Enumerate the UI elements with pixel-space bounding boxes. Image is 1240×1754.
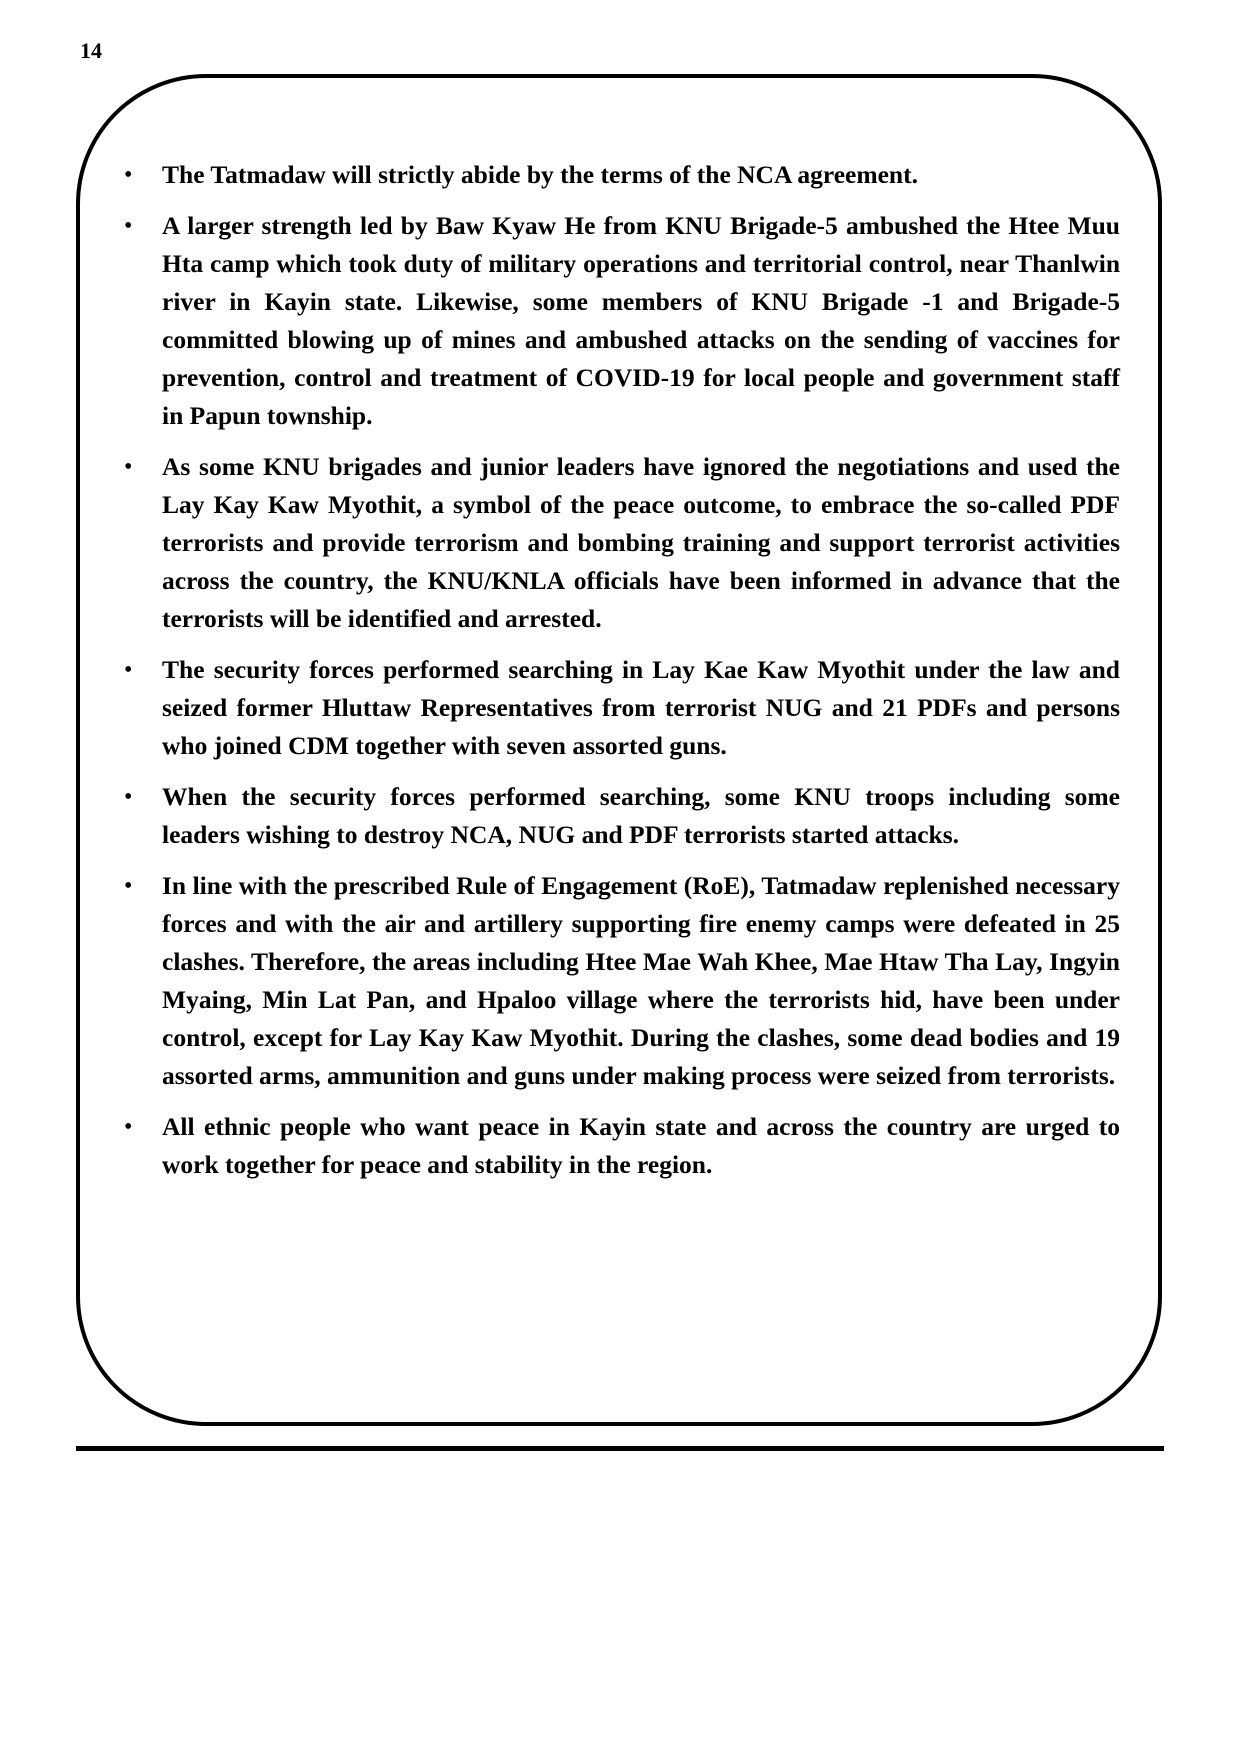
bullet-list <box>120 156 1120 1197</box>
bullet-text: The Tatmadaw will strictly abide by the terms of the NCA agreement. <box>162 160 918 189</box>
bullet-text: A larger strength led by Baw Kyaw He from KNU Brigade-5 ambushed the Htee Muu Hta camp which took duty of military operations and territorial control, near Thanlwin river in Kayin state. Likewise, some members of KNU Brigade -1 and Brigade-5 committed blowing up of mines and ambushed attacks on the sending of vaccines for prevention, control and treatment of COVID-19 for local people and government staff in Papun township. <box>162 211 1120 430</box>
bullet-text: All ethnic people who want peace in Kayin state and across the country are urged to work together for peace and stability in the region. <box>162 1112 1120 1179</box>
bullet-item <box>120 651 1120 765</box>
page-number: 14 <box>80 38 102 63</box>
bullet-text: As some KNU brigades and junior leaders have ignored the negotiations and used the Lay Kay Kaw Myothit, a symbol of the peace outcome, to embrace the so-called PDF terrorists and provide terrorism and bombing training and support terrorist activities across the country, the KNU/KNLA officials have been informed in advance that the terrorists will be identified and arrested. <box>162 452 1120 633</box>
bullet-item <box>120 448 1120 638</box>
bullet-icon: • <box>124 657 133 683</box>
bullet-item <box>120 207 1120 435</box>
bullet-icon: • <box>124 213 133 239</box>
bullet-icon: • <box>124 454 133 480</box>
bullet-text: In line with the prescribed Rule of Engagement (RoE), Tatmadaw replenished necessary forces and with the air and artillery supporting fire enemy camps were defeated in 25 clashes. Therefore, the areas including Htee Mae Wah Khee, Mae Htaw Tha Lay, Ingyin Myaing, Min Lat Pan, and Hpaloo village where the terrorists hid, have been under control, except for Lay Kay Kaw Myothit. During the clashes, some dead bodies and 19 assorted arms, ammunition and guns under making process were seized from terrorists. <box>162 871 1120 1090</box>
bottom-divider <box>76 1446 1164 1451</box>
bullet-text: When the security forces performed searching, some KNU troops including some leaders wishing to destroy NCA, NUG and PDF terrorists started attacks. <box>162 782 1120 849</box>
bullet-text: The security forces performed searching in Lay Kae Kaw Myothit under the law and seized former Hluttaw Representatives from terrorist NUG and 21 PDFs and persons who joined CDM together with seven assorted guns. <box>162 655 1120 760</box>
bullet-item <box>120 867 1120 1095</box>
bullet-icon: • <box>124 784 133 810</box>
bullet-icon: • <box>124 162 133 188</box>
bullet-item <box>120 156 1120 194</box>
bullet-icon: • <box>124 873 133 899</box>
bullet-item <box>120 778 1120 854</box>
bullet-item <box>120 1108 1120 1184</box>
bullet-icon: • <box>124 1114 133 1140</box>
